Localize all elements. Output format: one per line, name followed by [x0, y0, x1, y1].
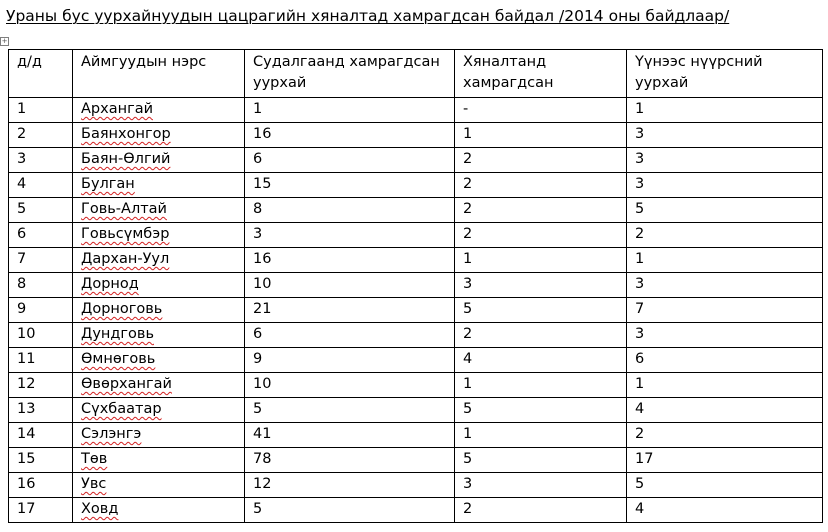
cell-monitored: 5	[455, 448, 627, 473]
cell-monitored: 1	[455, 248, 627, 273]
cell-surveyed: 1	[245, 98, 455, 123]
cell-surveyed: 5	[245, 398, 455, 423]
cell-aimag: Баян-Өлгий	[81, 151, 171, 167]
cell-surveyed: 16	[245, 248, 455, 273]
table-move-handle-icon[interactable]: +	[1, 37, 8, 45]
cell-surveyed: 6	[245, 323, 455, 348]
table-header-row	[9, 50, 823, 98]
table-row	[9, 148, 823, 173]
cell-aimag: Говьсүмбэр	[81, 226, 170, 242]
cell-num: 16	[9, 473, 73, 498]
cell-radon: 3	[627, 148, 823, 173]
cell-aimag: Дундговь	[81, 326, 154, 342]
cell-surveyed: 78	[245, 448, 455, 473]
cell-aimag: Архангай	[81, 101, 153, 117]
cell-num: 5	[9, 198, 73, 223]
cell-radon: 2	[627, 423, 823, 448]
cell-surveyed: 10	[245, 373, 455, 398]
cell-radon: 5	[627, 473, 823, 498]
header-radon: Үүнээс нүүрсний уурхай	[627, 50, 823, 98]
cell-monitored: 1	[455, 373, 627, 398]
cell-radon: 2	[627, 223, 823, 248]
table-row	[9, 123, 823, 148]
cell-radon: 4	[627, 498, 823, 523]
cell-num: 15	[9, 448, 73, 473]
cell-aimag: Говь-Алтай	[81, 201, 167, 217]
cell-radon: 3	[627, 173, 823, 198]
cell-aimag: Өвөрхангай	[81, 376, 172, 392]
cell-surveyed: 21	[245, 298, 455, 323]
cell-num: 11	[9, 348, 73, 373]
cell-num: 17	[9, 498, 73, 523]
table-row	[9, 298, 823, 323]
cell-num: 12	[9, 373, 73, 398]
cell-monitored: 5	[455, 398, 627, 423]
table-row	[9, 448, 823, 473]
cell-aimag: Баянхонгор	[81, 126, 171, 142]
document-title: Ураны бус уурхайнуудын цацрагийн хяналтад хамрагдсан байдал /2014 оны байдлаар/	[6, 7, 730, 25]
cell-num: 4	[9, 173, 73, 198]
cell-surveyed: 3	[245, 223, 455, 248]
cell-surveyed: 16	[245, 123, 455, 148]
cell-monitored: 2	[455, 223, 627, 248]
cell-aimag: Ховд	[81, 501, 119, 517]
cell-surveyed: 6	[245, 148, 455, 173]
header-aimag: Аймгуудын нэрс	[73, 50, 245, 98]
cell-radon: 4	[627, 398, 823, 423]
cell-num: 8	[9, 273, 73, 298]
cell-surveyed: 15	[245, 173, 455, 198]
cell-num: 10	[9, 323, 73, 348]
cell-radon: 3	[627, 323, 823, 348]
cell-radon: 7	[627, 298, 823, 323]
cell-monitored: 2	[455, 148, 627, 173]
cell-num: 1	[9, 98, 73, 123]
cell-radon: 3	[627, 273, 823, 298]
cell-radon: 17	[627, 448, 823, 473]
cell-surveyed: 12	[245, 473, 455, 498]
cell-aimag: Сүхбаатар	[81, 401, 162, 417]
table-row	[9, 198, 823, 223]
table-row	[9, 373, 823, 398]
cell-radon: 6	[627, 348, 823, 373]
cell-num: 7	[9, 248, 73, 273]
cell-monitored: 2	[455, 498, 627, 523]
table-body	[9, 98, 823, 523]
cell-radon: 1	[627, 248, 823, 273]
table-row	[9, 98, 823, 123]
cell-radon: 1	[627, 98, 823, 123]
header-surveyed: Судалгаанд хамрагдсан уурхай	[245, 50, 455, 98]
mines-table	[8, 49, 823, 523]
table-row	[9, 248, 823, 273]
cell-surveyed: 41	[245, 423, 455, 448]
table-row	[9, 423, 823, 448]
cell-monitored: 3	[455, 273, 627, 298]
table-row	[9, 473, 823, 498]
cell-num: 6	[9, 223, 73, 248]
cell-monitored: 2	[455, 198, 627, 223]
cell-radon: 3	[627, 123, 823, 148]
cell-aimag: Сэлэнгэ	[81, 426, 142, 442]
cell-aimag: Дорнод	[81, 276, 139, 292]
table-row	[9, 348, 823, 373]
table-row	[9, 498, 823, 523]
cell-aimag: Увс	[81, 476, 107, 492]
cell-surveyed: 9	[245, 348, 455, 373]
cell-radon: 1	[627, 373, 823, 398]
cell-monitored: 2	[455, 323, 627, 348]
cell-aimag: Төв	[81, 451, 108, 467]
cell-monitored: 5	[455, 298, 627, 323]
cell-aimag: Булган	[81, 176, 135, 192]
table-row	[9, 173, 823, 198]
cell-surveyed: 10	[245, 273, 455, 298]
cell-monitored: 1	[455, 123, 627, 148]
cell-monitored: 4	[455, 348, 627, 373]
cell-num: 13	[9, 398, 73, 423]
cell-num: 2	[9, 123, 73, 148]
cell-monitored: 1	[455, 423, 627, 448]
cell-monitored: 2	[455, 173, 627, 198]
cell-radon: 5	[627, 198, 823, 223]
header-monitored: Хяналтанд хамрагдсан	[455, 50, 627, 98]
table-row	[9, 273, 823, 298]
cell-monitored: 3	[455, 473, 627, 498]
cell-num: 9	[9, 298, 73, 323]
cell-aimag: Дархан-Уул	[81, 251, 170, 267]
header-num: д/д	[9, 50, 73, 98]
table-row	[9, 323, 823, 348]
cell-surveyed: 8	[245, 198, 455, 223]
cell-surveyed: 5	[245, 498, 455, 523]
table-row	[9, 398, 823, 423]
cell-aimag: Дорноговь	[81, 301, 163, 317]
cell-num: 14	[9, 423, 73, 448]
cell-aimag: Өмнөговь	[81, 351, 156, 367]
cell-monitored: -	[455, 98, 627, 123]
table-row	[9, 223, 823, 248]
cell-num: 3	[9, 148, 73, 173]
